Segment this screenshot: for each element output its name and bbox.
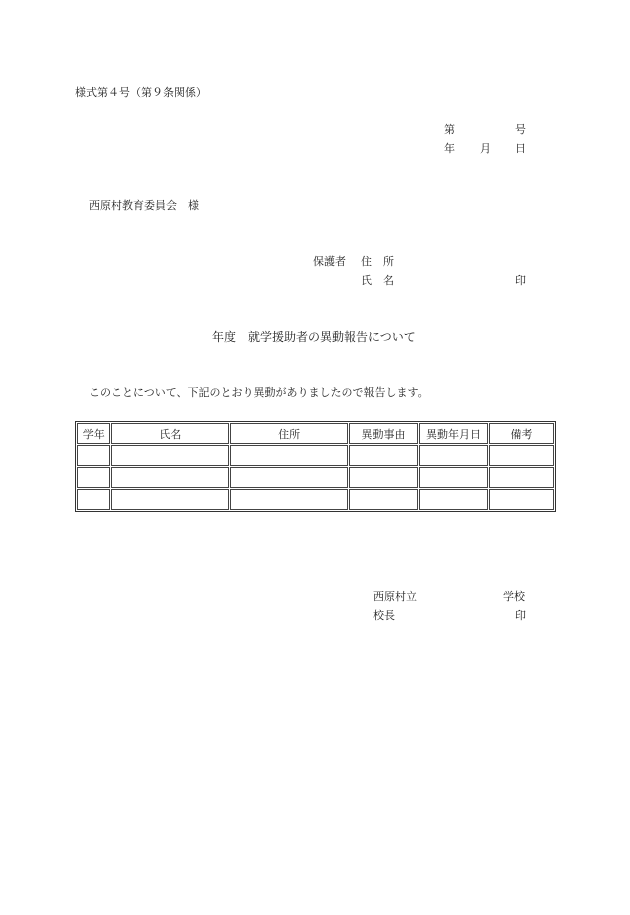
school-label: 学校	[503, 590, 525, 603]
table-cell	[419, 445, 488, 466]
table-cell	[489, 445, 554, 466]
table-row	[77, 445, 554, 466]
table-header-row	[77, 423, 554, 444]
body-text: このことについて、下記のとおり異動がありましたので報告します。	[89, 386, 429, 399]
table-cell	[489, 467, 554, 488]
table-cell	[419, 467, 488, 488]
table-cell	[349, 489, 418, 510]
guardian-seal: 印	[515, 274, 526, 287]
table-row	[77, 489, 554, 510]
principal-label: 校長	[373, 609, 395, 622]
table-cell	[77, 489, 110, 510]
header-grade: 学年	[77, 423, 110, 444]
header-date: 異動年月日	[419, 423, 488, 444]
date-year: 年	[444, 142, 455, 155]
table-cell	[77, 445, 110, 466]
guardian-role: 保護者	[313, 255, 346, 268]
header-reason: 異動事由	[349, 423, 418, 444]
table-cell	[111, 467, 229, 488]
doc-number-suffix: 号	[515, 123, 526, 136]
report-table	[75, 421, 556, 512]
table-cell	[230, 489, 348, 510]
table-cell	[230, 445, 348, 466]
guardian-name-label: 氏 名	[361, 274, 394, 287]
header-remarks: 備考	[489, 423, 554, 444]
table-cell	[489, 489, 554, 510]
header-address: 住所	[230, 423, 348, 444]
table-cell	[230, 467, 348, 488]
date-month: 月	[480, 142, 491, 155]
addressee: 西原村教育委員会 様	[89, 199, 199, 212]
principal-seal: 印	[515, 609, 526, 622]
guardian-address-label: 住 所	[361, 255, 394, 268]
document-title: 年度 就学援助者の異動報告について	[212, 330, 416, 344]
table-cell	[77, 467, 110, 488]
table-cell	[111, 445, 229, 466]
table-cell	[419, 489, 488, 510]
doc-number-prefix: 第	[444, 123, 455, 136]
school-village: 西原村立	[373, 590, 417, 603]
table-cell	[349, 467, 418, 488]
header-name: 氏名	[111, 423, 229, 444]
date-day: 日	[515, 142, 526, 155]
table-row	[77, 467, 554, 488]
table-cell	[349, 445, 418, 466]
table-cell	[111, 489, 229, 510]
form-label: 様式第４号（第９条関係）	[75, 86, 207, 99]
